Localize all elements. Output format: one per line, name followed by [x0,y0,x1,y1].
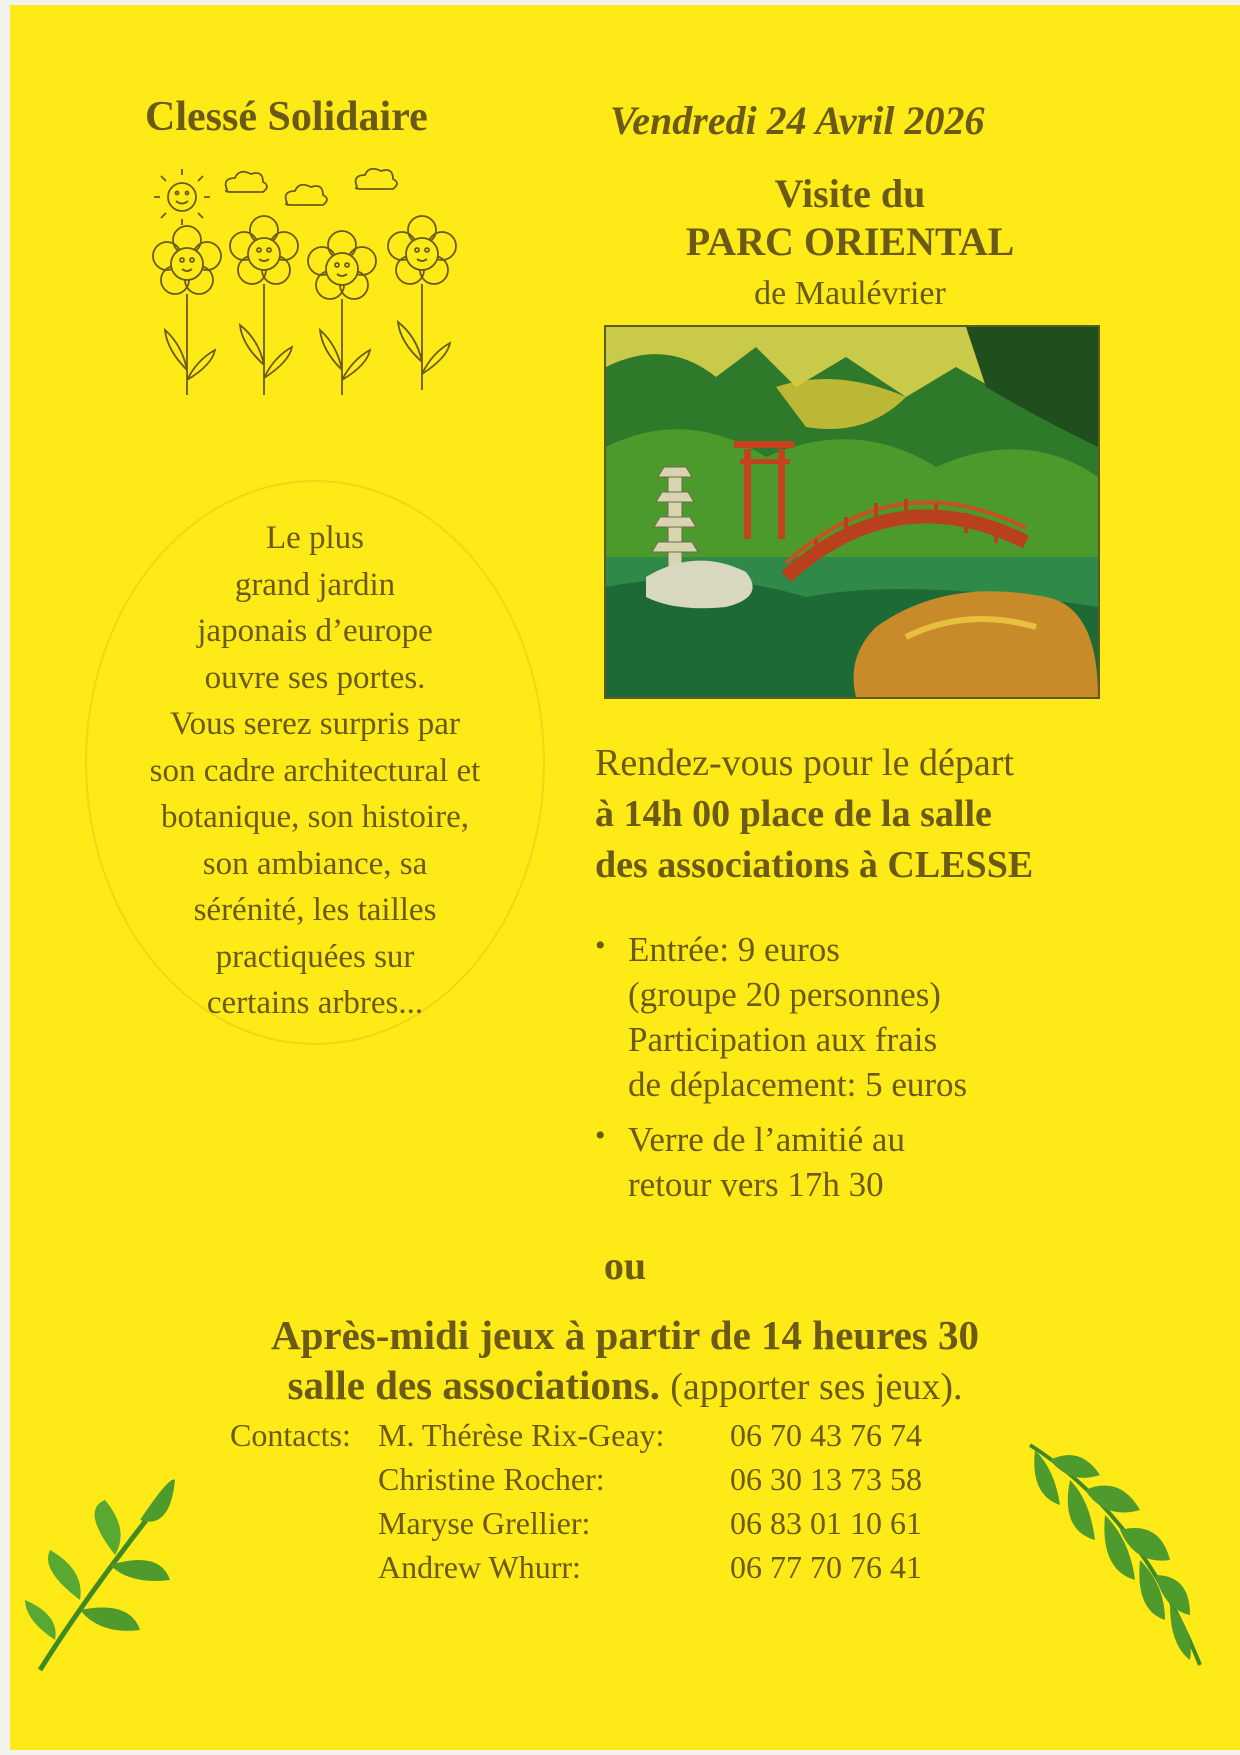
flowers-illustration [152,165,472,405]
contact-name: Christine Rocher: [378,1461,605,1497]
or-separator: ou [603,1243,647,1288]
description-line: son ambiance, sa [202,845,428,882]
meeting-line: Rendez-vous pour le départ [595,742,1014,784]
contact-name: M. Thérèse Rix-Geay: [378,1417,665,1453]
detail-line: retour vers 17h 30 [628,1165,884,1204]
details-list [590,927,1150,1217]
contact-name: Andrew Whurr: [378,1549,581,1585]
games-info [10,1310,1240,1412]
description-line: practiquées sur [215,938,415,975]
games-place-line [10,1360,1240,1412]
event-date: Vendredi 24 Avril 2026 [610,98,985,143]
description-line: Le plus [265,520,365,556]
event-title-line1: Visite du [774,171,926,216]
games-line: Après-midi jeux à partir de 14 heures 30 [271,1312,979,1358]
event-title [610,170,1090,266]
detail-line: de déplacement: 5 euros [628,1065,968,1104]
contact-phone: 06 70 43 76 74 [730,1417,922,1453]
detail-line: • Verre de l’amitié au [628,1120,905,1159]
flower-icon [153,226,221,395]
organization-name: Clessé Solidaire [145,94,428,140]
detail-line: (groupe 20 personnes) [628,975,941,1014]
meeting-info [595,738,1155,891]
contact-phone: 06 77 70 76 41 [730,1549,922,1585]
garden-photo [604,325,1100,699]
description-line: ouvre ses portes. [204,659,426,696]
detail-line: • Entrée: 9 euros [628,930,840,969]
cloud-icon [226,172,267,192]
games-note: (apporter ses jeux). [670,1366,963,1408]
description-line: japonais d’europe [197,613,433,649]
description-line: sérénité, les tailles [193,892,437,928]
leaf-branch-icon [20,1470,180,1680]
cloud-icon [286,185,327,205]
garden-description [90,515,540,1027]
list-item [590,1117,1150,1207]
contact-phone: 06 30 13 73 58 [730,1461,922,1497]
description-line: son cadre architectural et [149,752,481,789]
games-place: salle des associations. [287,1362,660,1408]
flower-icon [308,231,376,395]
flower-icon [230,216,298,395]
sun-icon [154,169,210,225]
meeting-place: des associations à CLESSE [595,844,1034,886]
contact-name: Maryse Grellier: [378,1505,591,1541]
event-title-line2: PARC ORIENTAL [685,219,1015,264]
flower-icon [388,216,456,390]
cloud-icon [356,169,397,189]
description-line: certains arbres... [206,985,424,1021]
description-line: Vous serez surpris par [170,706,460,742]
list-item [590,927,1150,1107]
contacts-label: Contacts: [230,1417,351,1453]
meeting-time-place: à 14h 00 place de la salle [595,793,992,835]
contact-phone: 06 83 01 10 61 [730,1505,922,1541]
detail-line: Participation aux frais [628,1020,938,1059]
event-location: de Maulévrier [754,275,946,312]
description-line: grand jardin [234,566,396,603]
palm-leaf-icon [1020,1435,1210,1675]
description-line: botanique, son histoire, [161,799,469,835]
flyer-page [10,5,1240,1750]
